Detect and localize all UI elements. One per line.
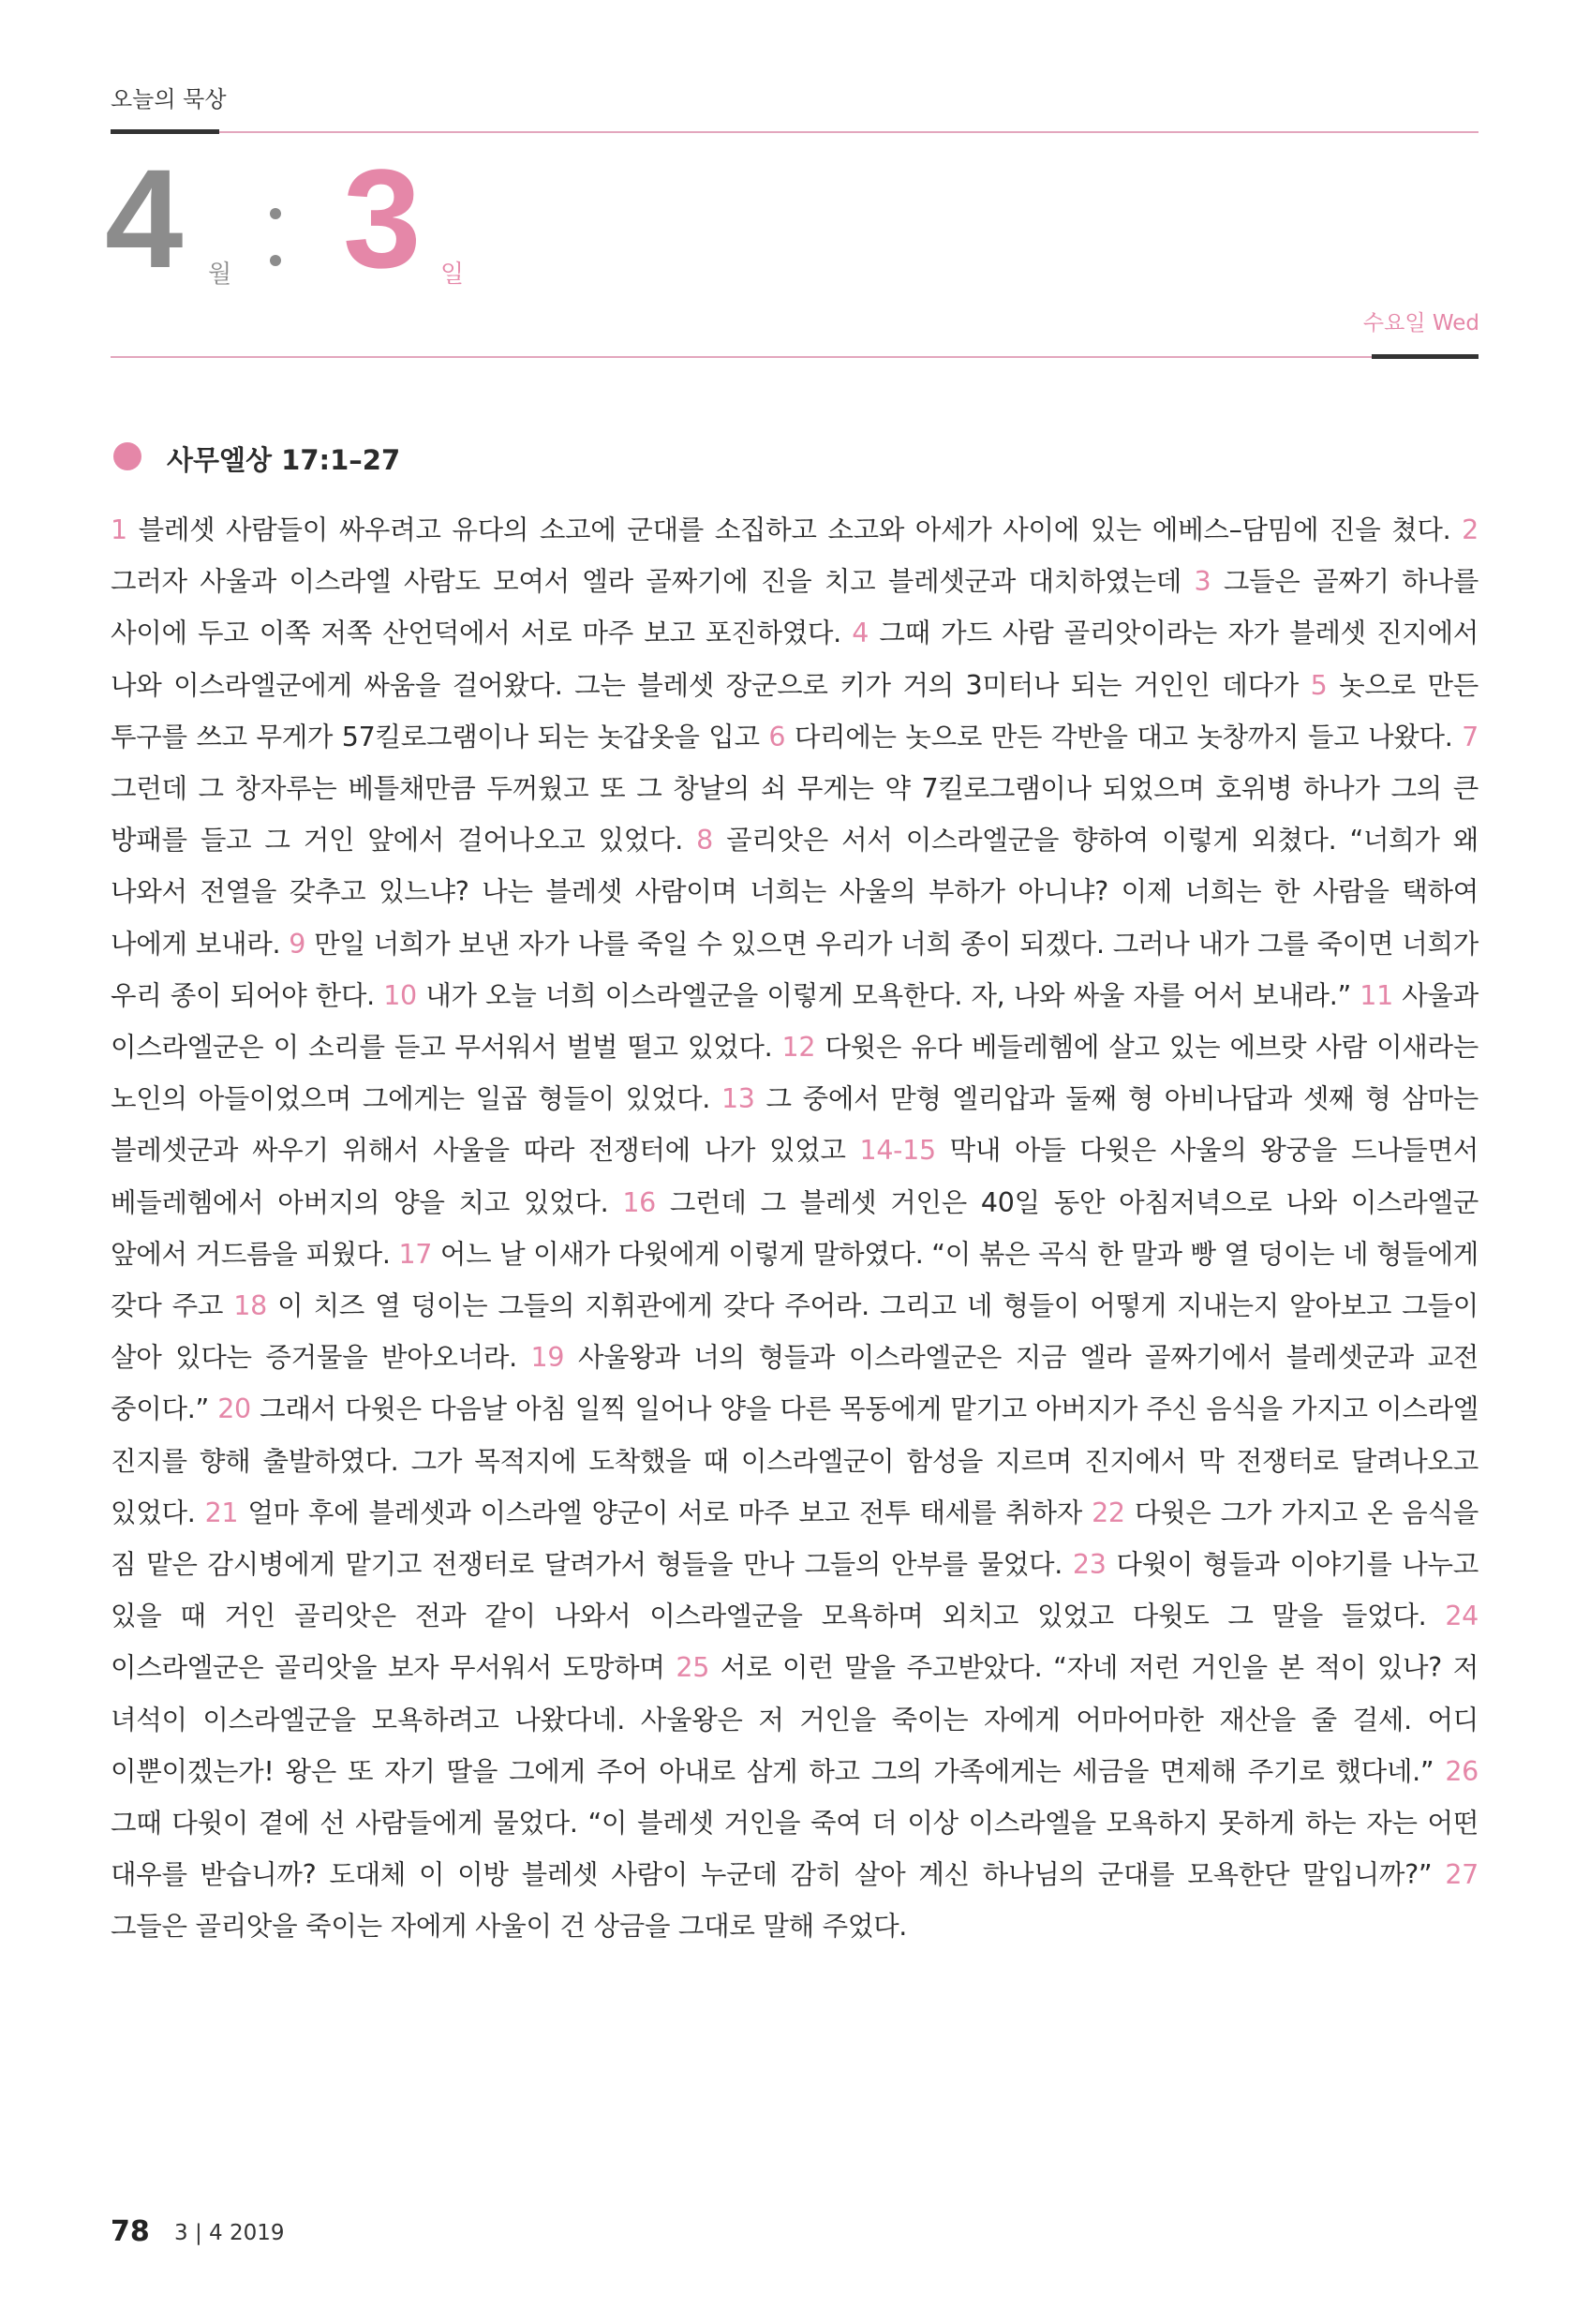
day-unit: 일: [440, 261, 465, 289]
verse-text: 내가 오늘 너희 이스라엘군을 이렇게 모욕한다. 자, 나와 싸울 자를 어서 보내라.”: [416, 979, 1360, 1011]
verse-number: 16: [622, 1186, 656, 1218]
verse-text: 사울과 이스라엘군은 이 소리를 듣고 무서워서 벌벌 떨고 있었다.: [111, 979, 1479, 1064]
verse-number: 11: [1360, 979, 1393, 1011]
verse-number: 1: [111, 514, 127, 545]
top-divider-accent: [111, 129, 219, 134]
verse-text: 그런데 그 블레셋 거인은 40일 동안 아침저녁으로 나와 이스라엘군 앞에서 거드름을 피웠다.: [111, 1186, 1479, 1270]
verse-text: 블레셋 사람들이 싸우려고 유다의 소고에 군대를 소집하고 소고와 아세가 사이에 있는 에베스–담밈에 진을 쳤다.: [126, 514, 1463, 545]
month-unit: 월: [208, 261, 232, 289]
verse-text: 다윗은 그가 가지고 온 음식을 짐 맡은 감시병에게 맡기고 전쟁터로 달려가서 형들을 만나 그들의 안부를 물었다.: [111, 1497, 1479, 1581]
verse-number: 3: [1194, 566, 1211, 598]
date-divider-accent: [1372, 354, 1479, 359]
verse-number: 20: [217, 1393, 251, 1425]
verse-number: 4: [852, 618, 869, 649]
verse-text: 그래서 다윗은 다음날 아침 일찍 일어나 양을 다른 목동에게 맡기고 아버지가 주신 음식을 가지고 이스라엘 진지를 향해 출발하였다. 그가 목적지에 도착했을 때 이스라엘군이 함성을 지르며 진지에서 막 전쟁터로 달려나오고 있었다.: [111, 1393, 1479, 1528]
colon-dot-bottom: [270, 255, 281, 266]
verse-number: 23: [1072, 1549, 1107, 1581]
section-label: 오늘의 묵상: [111, 86, 227, 112]
verse-text: 사울왕과 너의 형들과 이스라엘군은 지금 엘라 골짜기에서 블레셋군과 교전 중이다.”: [111, 1342, 1479, 1425]
verse-number: 27: [1445, 1859, 1479, 1891]
verse-number: 10: [383, 979, 417, 1011]
verse-text: 그들은 골리앗을 죽이는 자에게 사울이 건 상금을 그대로 말해 주었다.: [111, 1911, 908, 1943]
top-divider: [111, 131, 1479, 133]
verse-text: 그때 가드 사람 골리앗이라는 자가 블레셋 진지에서 나와 이스라엘군에게 싸움을 걸어왔다. 그는 블레셋 장군으로 키가 거의 3미터나 되는 거인인 데다가: [111, 618, 1479, 701]
verse-text: 어느 날 이새가 다윗에게 이렇게 말하였다. “이 볶은 곡식 한 말과 빵 열 덩이는 네 형들에게 갖다 주고: [111, 1238, 1479, 1322]
verse-text: 다리에는 놋으로 만든 각반을 대고 놋창까지 들고 나왔다.: [785, 721, 1463, 752]
verse-number: 7: [1462, 721, 1479, 752]
verse-number: 5: [1310, 669, 1328, 701]
verse-text: 놋으로 만든 투구를 쓰고 무게가 57킬로그램이나 되는 놋갑옷을 입고: [111, 669, 1479, 752]
page-number: 78: [111, 2215, 150, 2248]
month-number: 4: [105, 140, 184, 297]
day-number: 3: [343, 140, 422, 297]
verse-number: 2: [1462, 514, 1479, 545]
date-colon: [270, 208, 283, 302]
verse-number: 21: [204, 1497, 239, 1528]
verse-number: 22: [1092, 1497, 1125, 1528]
scripture-reference: 사무엘상 17:1–27: [167, 444, 401, 476]
verse-number: 6: [768, 721, 786, 752]
verse-text: 그때 다윗이 곁에 선 사람들에게 물었다. “이 블레셋 거인을 죽여 더 이상 이스라엘을 모욕하지 못하게 하는 자는 어떤 대우를 받습니까? 도대체 이 이방 블레셋 사람이 누군데 감히 살아 계신 하나님의 군대를 모욕한단 말입니까?”: [111, 1808, 1479, 1891]
verse-text: 서로 이런 말을 주고받았다. “자네 저런 거인을 본 적이 있나? 저 녀석이 이스라엘군을 모욕하려고 나왔다네. 사울왕은 저 거인을 죽이는 자에게 어마어마한 재산을 줄 걸세. 어디 이뿐이겠는가! 왕은 또 자기 딸을 그에게 주어 아내로 삼게 하고 그의 가족에게는 세금을 면제해 주기로 했다네.”: [111, 1652, 1479, 1787]
scripture-body: [111, 504, 1479, 1953]
verse-text: 이스라엘군은 골리앗을 보자 무서워서 도망하며: [111, 1652, 676, 1684]
verse-text: 만일 너희가 보낸 자가 나를 죽일 수 있으면 우리가 너희 종이 되겠다. 그러나 내가 그를 죽이면 너희가 우리 종이 되어야 한다.: [111, 928, 1479, 1011]
verse-text: 그들은 골짜기 하나를 사이에 두고 이쪽 저쪽 산언덕에서 서로 마주 보고 포진하였다.: [111, 566, 1479, 649]
verse-text: 다윗이 형들과 이야기를 나누고 있을 때 거인 골리앗은 전과 같이 나와서 이스라엘군을 모욕하며 외치고 있었고 다윗도 그 말을 들었다.: [111, 1549, 1479, 1632]
verse-number: 12: [781, 1032, 816, 1064]
issue-label: 3 | 4 2019: [174, 2221, 285, 2245]
verse-number: 13: [721, 1083, 755, 1115]
verse-number: 25: [676, 1652, 710, 1684]
verse-number: 19: [530, 1342, 565, 1374]
verse-text: 그러자 사울과 이스라엘 사람도 모여서 엘라 골짜기에 진을 치고 블레셋군과 대치하였는데: [111, 566, 1195, 598]
verse-number: 17: [398, 1238, 433, 1270]
verse-text: 얼마 후에 블레셋과 이스라엘 양군이 서로 마주 보고 전투 태세를 취하자: [238, 1497, 1092, 1528]
verse-number: 9: [289, 928, 306, 960]
verse-text: 막내 아들 다윗은 사울의 왕궁을 드나들면서 베들레헴에서 아버지의 양을 치고 있었다.: [111, 1135, 1479, 1218]
verse-number: 14-15: [859, 1135, 936, 1167]
verse-text: 골리앗은 서서 이스라엘군을 향하여 이렇게 외쳤다. “너희가 왜 나와서 전열을 갖추고 있느냐? 나는 블레셋 사람이며 너희는 사울의 부하가 아니냐? 이제 너희는 한 사람을 택하여 나에게 보내라.: [111, 825, 1479, 960]
reference-bullet-icon: [113, 442, 141, 470]
verse-number: 24: [1445, 1601, 1479, 1632]
verse-number: 26: [1445, 1755, 1479, 1787]
verse-text: 그 중에서 맏형 엘리압과 둘째 형 아비나답과 셋째 형 삼마는 블레셋군과 싸우기 위해서 사울을 따라 전쟁터에 나가 있었고: [111, 1083, 1479, 1167]
colon-dot-top: [270, 208, 281, 219]
weekday-label: 수요일 Wed: [1362, 311, 1479, 335]
verse-number: 8: [696, 825, 713, 857]
date-divider: [111, 356, 1479, 358]
verse-text: 다윗은 유다 베들레헴에 살고 있는 에브랏 사람 이새라는 노인의 아들이었으며 그에게는 일곱 형들이 있었다.: [111, 1032, 1479, 1115]
verse-text: 이 치즈 열 덩이는 그들의 지휘관에게 갖다 주어라. 그리고 네 형들이 어떻게 지내는지 알아보고 그들이 살아 있다는 증거물을 받아오너라.: [111, 1290, 1479, 1374]
verse-number: 18: [233, 1290, 267, 1322]
verse-text: 그런데 그 창자루는 베틀채만큼 두꺼웠고 또 그 창날의 쇠 무게는 약 7킬로그램이나 되었으며 호위병 하나가 그의 큰 방패를 들고 그 거인 앞에서 걸어나오고 있었다.: [111, 773, 1479, 857]
